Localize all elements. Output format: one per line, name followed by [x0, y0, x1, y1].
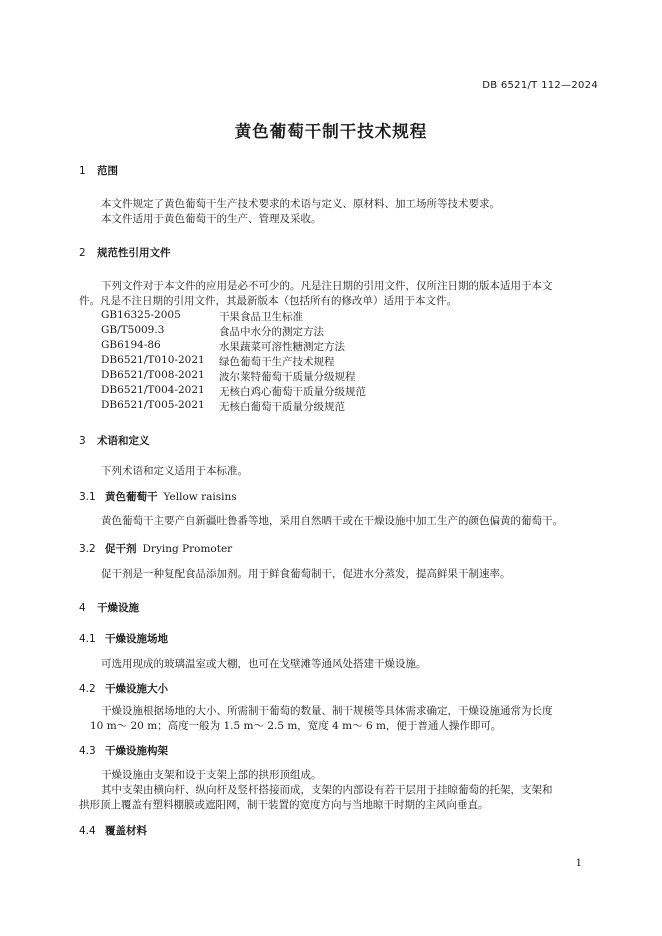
sec3-paragraph-1: 下列术语和定义适用于本标准。: [101, 465, 248, 477]
sec4-1-paragraph: 可选用现成的玻璃温室或大棚，也可在戈壁滩等通风处搭建干燥设施。: [101, 658, 427, 670]
document-number: DB 6521/T 112—2024: [482, 80, 598, 91]
section-3-heading: [79, 433, 150, 448]
subsection-4-4-heading: [79, 823, 147, 838]
subsection-number: 4.2: [79, 683, 96, 695]
ref-code: GB16325-2005: [101, 309, 181, 321]
ref-code: GB/T5009.3: [101, 324, 165, 336]
subsection-number: 3.1: [79, 491, 96, 503]
sec4-3-paragraph-2-line-2: 拱形顶上覆盖有塑料棚膜或遮阳网，制干装置的宽度方向与当地晾干时期的主风向垂直。: [79, 799, 489, 811]
subsection-title-en: Yellow raisins: [163, 491, 237, 503]
sec2-paragraph-line-1: 下列文件对于本文件的应用是必不可少的。凡是注日期的引用文件，仅所注日期的版本适用于本文: [101, 280, 553, 292]
ref-code: DB6521/T005-2021: [101, 399, 205, 411]
section-number: 2: [79, 247, 86, 259]
sec1-paragraph-1: 本文件规定了黄色葡萄干生产技术要求的术语与定义、原材料、加工场所等技术要求。: [101, 198, 500, 210]
subsection-number: 4.3: [79, 745, 96, 757]
section-number: 3: [79, 435, 86, 447]
sec3-2-paragraph: 促干剂是一种复配食品添加剂。用于鲜食葡萄制干，促进水分蒸发，提高鲜果干制速率。: [101, 568, 511, 580]
sec1-paragraph-2: 本文件适用于黄色葡萄干的生产、管理及采收。: [101, 213, 322, 225]
section-1-heading: [79, 163, 118, 178]
page-number: 1: [575, 858, 582, 869]
section-title: 范围: [97, 165, 118, 177]
ref-code: DB6521/T004-2021: [101, 384, 205, 396]
subsection-title: 干燥设施大小: [105, 683, 168, 695]
sec4-3-paragraph-1: 干燥设施由支架和设于支架上部的拱形顶组成。: [101, 769, 322, 781]
subsection-title: 覆盖材料: [105, 825, 147, 837]
subsection-title: 干燥设施构架: [105, 745, 168, 757]
subsection-title-en: Drying Promoter: [142, 543, 233, 555]
sec2-paragraph-line-2: 件。凡是不注日期的引用文件，其最新版本（包括所有的修改单）适用于本文件。: [79, 295, 457, 307]
section-2-heading: [79, 245, 171, 260]
subsection-4-1-heading: [79, 631, 168, 646]
ref-code: DB6521/T010-2021: [101, 354, 205, 366]
ref-name: 无核白鸡心葡萄干质量分级规范: [219, 386, 366, 398]
subsection-4-3-heading: [79, 743, 168, 758]
ref-code: DB6521/T008-2021: [101, 369, 205, 381]
document-title: 黄色葡萄干制干技术规程: [234, 122, 428, 141]
ref-name: 波尔莱特葡萄干质量分级规程: [219, 371, 356, 383]
subsection-3-1-heading: [79, 489, 237, 504]
section-title: 术语和定义: [97, 435, 150, 447]
ref-code: GB6194-86: [101, 339, 161, 351]
subsection-title: 黄色葡萄干: [105, 491, 158, 503]
section-number: 1: [79, 165, 86, 177]
ref-name: 绿色葡萄干生产技术规程: [219, 356, 335, 368]
section-title: 干燥设施: [97, 602, 139, 614]
subsection-3-2-heading: [79, 541, 232, 556]
section-4-heading: [79, 600, 139, 615]
section-title: 规范性引用文件: [97, 247, 171, 259]
subsection-title: 干燥设施场地: [105, 633, 168, 645]
subsection-title: 促干剂: [105, 543, 137, 555]
ref-name: 食品中水分的测定方法: [219, 326, 324, 338]
subsection-4-2-heading: [79, 681, 168, 696]
subsection-number: 4.1: [79, 633, 96, 645]
section-number: 4: [79, 602, 86, 614]
sec4-2-paragraph-line-1: 干燥设施根据场地的大小、所需制干葡萄的数量、制干规模等具体需求确定，干燥设施通常为长度: [101, 705, 553, 717]
subsection-number: 3.2: [79, 543, 96, 555]
sec3-1-paragraph: 黄色葡萄干主要产自新疆吐鲁番等地，采用自然晒干或在干燥设施中加工生产的颜色偏黄的葡萄干。: [101, 515, 563, 527]
ref-name: 无核白葡萄干质量分级规范: [219, 401, 345, 413]
sec4-3-paragraph-2-line-1: 其中支架由横向杆、纵向杆及竖杆搭接而成，支架的内部设有若干层用于挂晾葡萄的托架，支架和: [101, 784, 553, 796]
ref-name: 水果蔬菜可溶性糖测定方法: [219, 341, 345, 353]
sec4-2-paragraph-line-2: 10 m～ 20 m；高度一般为 1.5 m～ 2.5 m，宽度 4 m～ 6 m，便于普通人操作即可。: [90, 720, 502, 732]
ref-name: 干果食品卫生标准: [219, 311, 303, 323]
subsection-number: 4.4: [79, 825, 96, 837]
